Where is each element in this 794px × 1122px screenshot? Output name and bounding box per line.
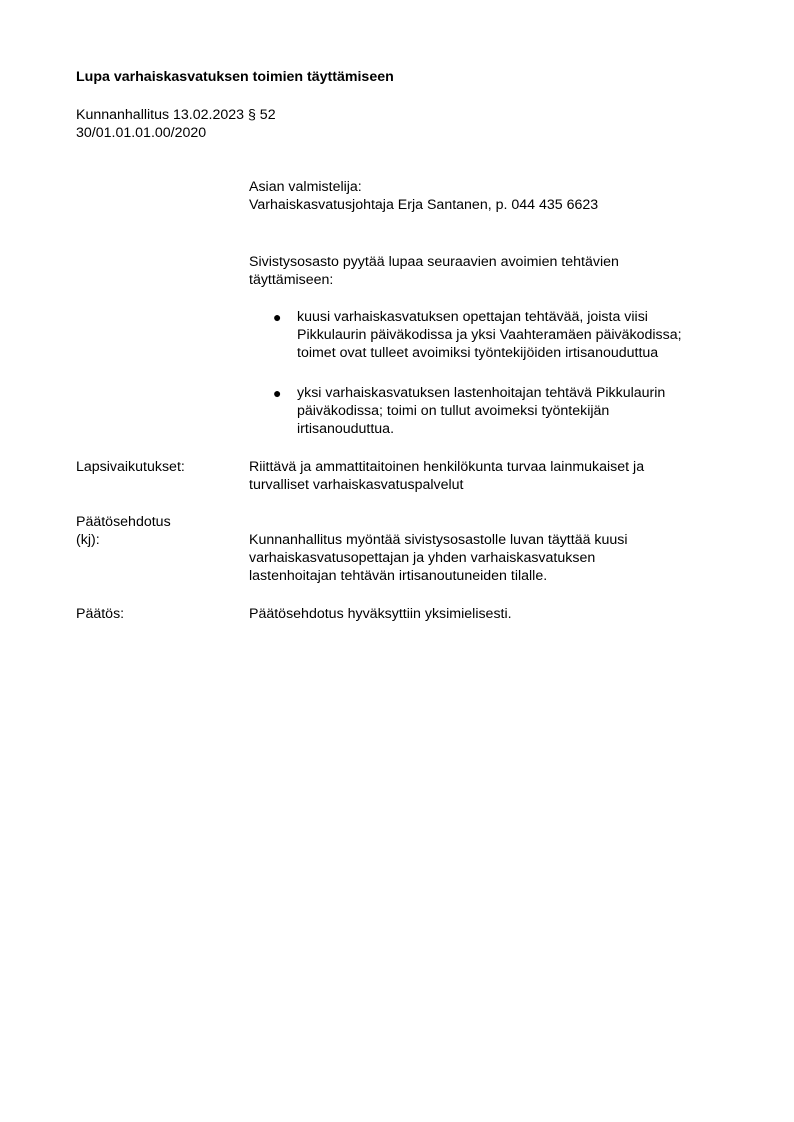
child-impact-text (249, 458, 749, 494)
intro-line: täyttämiseen: (249, 272, 334, 288)
decision-text (249, 605, 749, 623)
list-item-line: yksi varhaiskasvatuksen lastenhoitajan tehtävä Pikkulaurin (297, 385, 666, 401)
list-item-text (297, 308, 757, 362)
proposal-line: Kunnanhallitus myöntää sivistysosastolle luvan täyttää kuusi (249, 532, 628, 548)
intro-line: Sivistysosasto pyytää lupaa seuraavien avoimien tehtävien (249, 254, 619, 270)
proposal-label-line: Päätösehdotus (76, 514, 171, 530)
child-impact-label: Lapsivaikutukset: (76, 459, 185, 475)
intro-paragraph (249, 253, 749, 289)
proposal-label-line: (kj): (76, 532, 100, 548)
proposal-line: varhaiskasvatusopettajan ja yhden varhaiskasvatuksen (249, 550, 596, 566)
preparer-value: Varhaiskasvatusjohtaja Erja Santanen, p. 044 435 6623 (249, 197, 599, 213)
document-title: Lupa varhaiskasvatuksen toimien täyttämiseen (76, 69, 394, 85)
proposal-line: lastenhoitajan tehtävän irtisanoutuneiden tilalle. (249, 568, 548, 584)
list-item-text (297, 384, 757, 438)
list-item-line: kuusi varhaiskasvatuksen opettajan tehtävää, joista viisi (297, 309, 648, 325)
bullet-icon: ● (273, 385, 282, 401)
record-number: 30/01.01.01.00/2020 (76, 125, 207, 141)
bullet-icon: ● (273, 309, 282, 325)
proposal-label (76, 513, 171, 549)
child-impact-line: Riittävä ja ammattitaitoinen henkilökunta turvaa lainmukaiset ja (249, 459, 645, 475)
list-item-line: Pikkulaurin päiväkodissa ja yksi Vaahteramäen päiväkodissa; (297, 327, 682, 343)
list-item-line: päiväkodissa; toimi on tullut avoimeksi työntekijän (297, 403, 610, 419)
list-item-line: irtisanouduttua. (297, 421, 395, 437)
preparer-label: Asian valmistelija: (249, 179, 362, 195)
meeting-reference: Kunnanhallitus 13.02.2023 § 52 (76, 107, 276, 123)
decision-line: Päätösehdotus hyväksyttiin yksimielisesti. (249, 606, 512, 622)
list-item-line: toimet ovat tulleet avoimiksi työntekijöiden irtisanouduttua (297, 345, 659, 361)
decision-label: Päätös: (76, 606, 125, 622)
proposal-text (249, 531, 749, 585)
preparer-block (249, 178, 749, 214)
child-impact-line: turvalliset varhaiskasvatuspalvelut (249, 477, 464, 493)
meeting-info (76, 106, 276, 142)
